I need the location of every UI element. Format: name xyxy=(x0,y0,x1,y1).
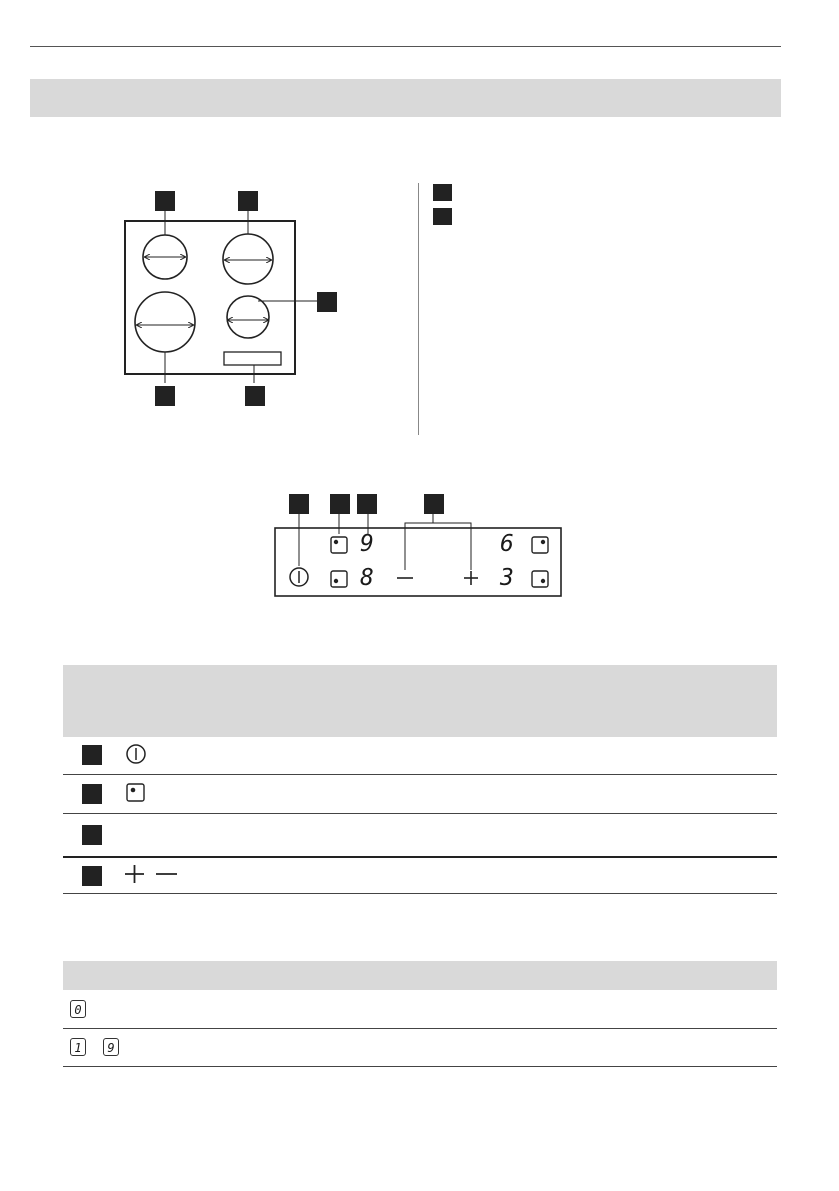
callout-marker xyxy=(238,191,258,211)
row-separator xyxy=(63,1028,777,1029)
plus-minus-icon xyxy=(122,863,180,885)
zone-selector-icon xyxy=(125,782,147,804)
section-title-bar xyxy=(30,79,781,117)
hob-outline xyxy=(125,221,295,374)
on-off-icon xyxy=(290,568,308,586)
callout-marker xyxy=(245,386,265,406)
row-marker xyxy=(82,745,102,765)
zone-selector-icon xyxy=(532,571,548,587)
column-divider xyxy=(418,183,419,435)
row-separator xyxy=(63,893,777,894)
callout-marker xyxy=(155,386,175,406)
cooking-surface-diagram xyxy=(120,185,350,410)
legend-marker xyxy=(433,208,452,225)
top-rule xyxy=(30,46,781,47)
control-panel-outline xyxy=(224,352,281,365)
heat-setting-digit: 0 xyxy=(70,1000,86,1018)
display-bottom-right: 3 xyxy=(500,565,514,591)
row-marker xyxy=(82,784,102,804)
callout-marker xyxy=(330,494,350,514)
heat-setting-digit: 9 xyxy=(103,1038,119,1056)
display-top-right: 6 xyxy=(500,531,514,557)
row-separator xyxy=(63,813,777,814)
row-separator xyxy=(63,1066,777,1067)
callout-marker xyxy=(357,494,377,514)
zone-selector-icon xyxy=(331,537,347,553)
heat-settings-table-header xyxy=(63,961,777,990)
plus-icon xyxy=(464,571,478,585)
row-marker xyxy=(82,866,102,886)
zone-selector-icon xyxy=(331,571,347,587)
cooking-zone-front-left-large xyxy=(135,292,195,352)
display-top-left: 9 xyxy=(360,531,374,557)
row-marker xyxy=(82,825,102,845)
legend-marker xyxy=(433,184,452,201)
row-separator xyxy=(63,774,777,775)
display-bottom-left: 8 xyxy=(360,565,374,591)
cooking-zone-front-right xyxy=(227,296,269,338)
heat-setting-digit: 1 xyxy=(70,1038,86,1056)
zone-selector-icon xyxy=(532,537,548,553)
row-separator xyxy=(63,856,777,858)
panel-outline xyxy=(275,528,561,596)
control-panel-diagram xyxy=(270,490,570,600)
callout-marker xyxy=(317,292,337,312)
functions-table-header xyxy=(63,665,777,737)
callout-marker xyxy=(155,191,175,211)
cooking-zone-rear-right xyxy=(223,234,273,284)
on-off-icon xyxy=(125,743,147,765)
callout-marker xyxy=(424,494,444,514)
callout-marker xyxy=(289,494,309,514)
